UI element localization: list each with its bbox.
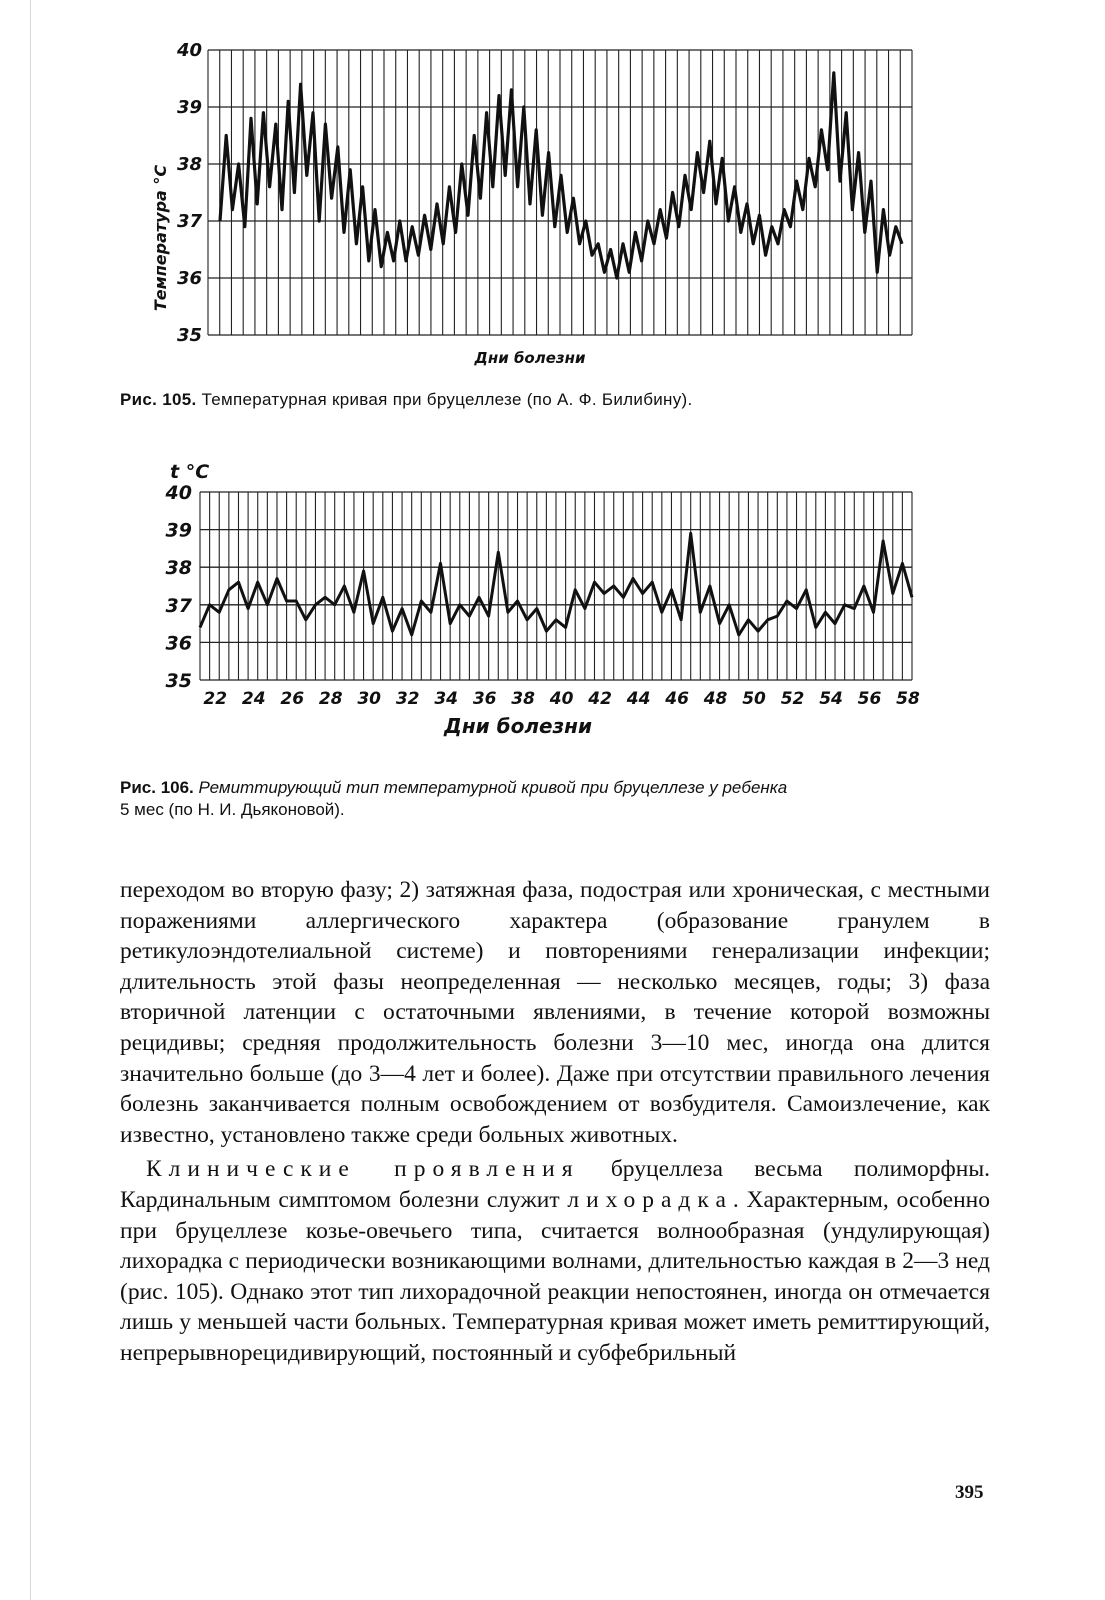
figure-106-y-tick-label: 40 [165,482,192,504]
figure-106-y-tick-label: 39 [165,519,192,542]
spaced-term-fever: лихорадка [567,1186,733,1213]
figure-106-x-tick-label: 50 [742,689,766,709]
figure-106-x-tick-label: 34 [434,689,458,709]
page-number: 395 [955,1482,984,1503]
figure-106-y-tick-label: 36 [165,632,192,655]
spaced-term-clinical: Клинические проявления [146,1156,580,1183]
figure-106-x-tick-label: 44 [626,689,651,709]
figure-105-y-ticks [176,40,203,346]
figure-106-x-tick-label: 40 [549,689,574,709]
body-text [120,875,990,1369]
figure-105-caption [120,390,693,410]
figure-106-caption-label: Рис. 106. [120,778,194,797]
figure-105-y-tick-label: 37 [176,211,202,232]
figure-106-x-tick-label: 42 [588,689,612,709]
figure-105-caption-text: Температурная кривая при бруцеллезе (по А. Ф. Билибину). [201,390,693,409]
paragraph-2-part-a: бруцеллеза весьма полиморфны. Кардинальным симптомом болезни служит [120,1156,990,1213]
page-edge-line [30,0,31,1600]
figure-106-x-tick-label: 24 [241,689,266,709]
figure-106-caption-tail: 5 мес (по Н. И. Дьяконовой). [120,800,345,819]
figure-105-y-tick-label: 40 [176,40,202,61]
paragraph-2 [120,1154,990,1368]
figure-106-x-tick-label: 48 [703,689,728,709]
figure-105-y-tick-label: 39 [176,97,202,118]
figure-106-x-tick-label: 38 [511,689,535,709]
figure-106-caption [120,777,990,821]
figure-106-x-tick-label: 58 [896,689,920,709]
figure-106-y-tick-label: 35 [165,670,192,692]
figure-106-x-ticks [203,689,920,709]
figure-106-y-axis-label: t °C [170,461,210,483]
figure-105-chart [150,30,940,375]
figure-106-x-tick-label: 46 [665,689,689,709]
figure-105-y-axis-label: Температура °С [151,164,170,312]
figure-106-x-axis-label: Дни болезни [444,714,592,738]
figure-105-y-tick-label: 38 [176,154,202,175]
paragraph-2-part-b: . Характерным, особенно при бруцеллезе козье-овечьего типа, считается волнообразная (ундулирующая) лихорадка с периодически возникающими волнами, длительностью каждая в 2—3 нед (рис. 105). Однако этот тип лихорадочной реакции непостоянен, иногда он отмечается лишь у меньшей части больных. Температурная кривая может иметь ремиттирующий, непрерывнорецидивирующий, постоянный и субфебрильный [120,1186,990,1366]
figure-106-x-tick-label: 32 [395,689,420,709]
figure-106-x-tick-label: 56 [857,689,882,709]
figure-106-chart [150,460,940,740]
figure-105-y-tick-label: 36 [176,268,202,289]
figure-106-x-tick-label: 26 [280,689,305,709]
figure-105-series-line [220,73,902,278]
figure-106-caption-text: Ремиттирующий тип температурной кривой при бруцеллезе у ребенка [198,778,788,797]
figure-106-x-tick-label: 22 [203,689,228,709]
figure-106-x-tick-label: 54 [819,689,843,709]
figure-105-x-axis-label: Дни болезни [474,349,586,367]
figure-106-x-tick-label: 52 [780,689,805,709]
figure-106-y-tick-label: 37 [165,594,192,617]
figure-106-x-tick-label: 28 [318,689,343,709]
paragraph-1: переходом во вторую фазу; 2) затяжная фаза, подострая или хроническая, с местными поражениями аллергического характера (образование гранулем в ретикулоэндотелиальной системе) и повторениями генерализации инфекции; длительность этой фазы неопределенная — несколько месяцев, годы; 3) фаза вторичной латенции с остаточными явлениями, в течение которой возможны рецидивы; средняя продолжительность болезни 3—10 мес, иногда она длится значительно больше (до 3—4 лет и более). Даже при отсутствии правильного лечения болезнь заканчивается полным освобождением от возбудителя. Самоизлечение, как известно, установлено также среди больных животных. [120,877,990,1148]
figure-106-grid [200,492,912,680]
figure-106-x-tick-label: 30 [357,689,382,709]
figure-106-y-ticks [165,482,193,692]
figure-106-y-tick-label: 38 [165,557,192,580]
figure-105-caption-label: Рис. 105. [120,390,197,409]
figure-106-x-tick-label: 36 [472,689,497,709]
figure-105-y-tick-label: 35 [176,325,202,346]
